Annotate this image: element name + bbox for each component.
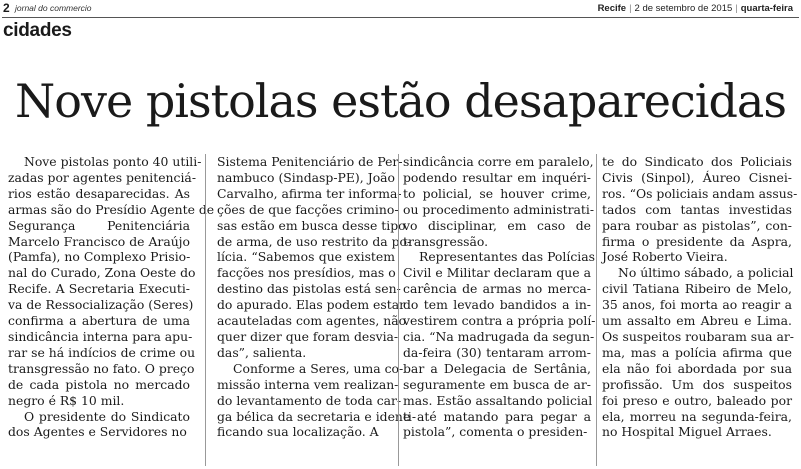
text-line: de arma, de uso restrito da po-	[217, 233, 412, 249]
text-line: acauteladas com agentes, não	[217, 313, 407, 329]
text-line: Nove pistolas ponto 40 utili-	[24, 154, 202, 169]
column-divider	[398, 154, 399, 466]
text-line: do apurado. Elas podem estar	[217, 297, 406, 313]
text-line: ros. “Os policiais andam assus-	[602, 185, 798, 201]
column-divider	[596, 154, 597, 466]
paragraph	[602, 265, 792, 440]
text-line: Carvalho, afirma ter informa-	[217, 185, 402, 201]
text-line: Civis (Sinpol), Áureo Cisnei-	[602, 169, 792, 185]
text-line: cia. “Na madrugada da segun-	[403, 328, 595, 344]
text-line: ga bélica da secretaria e identi-	[217, 408, 417, 424]
text-line: e até matando para pegar a	[403, 408, 591, 424]
text-line: mas. Estão assaltando policial	[403, 392, 593, 408]
article-column-2	[217, 154, 417, 466]
text-line: ficando sua localização. A	[217, 424, 379, 440]
text-line: foi preso e outro, baleado por	[602, 392, 792, 408]
paragraph	[403, 154, 595, 249]
paragraph	[8, 154, 215, 409]
dateline-weekday: quarta-feira	[740, 3, 793, 14]
text-line: um assalto em Abreu e Lima.	[602, 313, 792, 329]
text-line: ela não foi abordada por sua	[602, 360, 792, 376]
paragraph	[8, 409, 190, 441]
text-line: José Roberto Vieira.	[602, 249, 728, 265]
text-line: ela, morreu na segunda-feira,	[602, 408, 792, 424]
paragraph	[602, 154, 798, 265]
paragraph	[217, 360, 417, 441]
dateline: Recife | 2 de setembro de 2015 | quarta-feira	[597, 3, 793, 14]
header-rule	[2, 17, 799, 18]
text-line: transgressão no fato. O preço	[8, 360, 195, 376]
text-line: vestirem contra a própria polí-	[403, 313, 596, 329]
text-line: missão interna vem realizan-	[217, 376, 399, 392]
text-line: sas estão em busca desse tipo	[217, 217, 406, 233]
text-line: armas são do Presídio Agente de	[8, 201, 215, 217]
article-column-1	[8, 154, 215, 466]
text-line: transgressão.	[403, 233, 489, 249]
article-column-3	[403, 154, 596, 466]
text-line: seguramente em busca de ar-	[403, 376, 591, 392]
text-line: das”, salienta.	[217, 344, 307, 360]
text-line: 35 anos, foi morta ao reagir a	[602, 297, 792, 313]
headline: Nove pistolas estão desaparecidas	[15, 74, 786, 128]
text-line: no Hospital Miguel Arraes.	[602, 424, 772, 440]
text-line: dos Agentes e Servidores no	[8, 424, 187, 440]
publication-name: jornal do commercio	[15, 3, 92, 13]
text-line: to policial, se houver crime,	[403, 185, 591, 201]
text-line: rar se há indícios de crime ou	[8, 344, 196, 360]
text-line: lícia. “Sabemos que existem	[217, 249, 395, 265]
text-line: podendo resultar em inquéri-	[403, 169, 591, 185]
text-line: Civil e Militar declaram que a	[403, 265, 591, 281]
page-number: 2	[3, 1, 10, 15]
section-label: cidades	[3, 20, 72, 41]
paragraph	[403, 249, 596, 440]
text-line: No último sábado, a policial	[618, 265, 794, 281]
text-line: sindicância corre em paralelo,	[403, 154, 594, 169]
text-line: sindicância interna para apu-	[8, 328, 193, 344]
paragraph	[217, 154, 412, 361]
text-line: destino das pistolas está sen-	[217, 281, 401, 297]
text-line: zadas por agentes penitenciá-	[8, 169, 197, 185]
text-line: firma o presidente da Aspra,	[602, 233, 792, 249]
text-line: va de Ressocialização (Seres)	[8, 297, 194, 313]
text-line: vo disciplinar, em caso de	[403, 217, 591, 233]
text-line: rios estão desaparecidas. As	[8, 185, 190, 201]
text-line: Os suspeitos roubaram sua ar-	[602, 328, 794, 344]
article-column-4	[602, 154, 798, 466]
text-line: da-feira (30) tentaram arrom-	[403, 344, 591, 360]
text-line: nal do Curado, Zona Oeste do	[8, 265, 196, 281]
text-line: para roubar as pistolas”, con-	[602, 217, 792, 233]
text-line: Conforme a Seres, uma co-	[233, 360, 404, 376]
text-line: te do Sindicato dos Policiais	[602, 154, 792, 169]
article-body	[0, 154, 801, 466]
text-line: facções nos presídios, mas o	[217, 265, 396, 281]
dateline-date: 2 de setembro de 2015	[634, 3, 733, 14]
column-divider	[205, 154, 206, 466]
text-line: do tem levado bandidos a in-	[403, 297, 591, 313]
page-header	[0, 0, 801, 44]
text-line: de cada pistola no mercado	[8, 376, 190, 392]
text-line: Segurança Penitenciária	[8, 217, 190, 233]
text-line: tados com tantas investidas	[602, 201, 792, 217]
text-line: carência de armas no merca-	[403, 281, 591, 297]
text-line: civil Tatiana Ribeiro de Melo,	[602, 281, 792, 297]
text-line: negro é R$ 10 mil.	[8, 392, 125, 408]
text-line: O presidente do Sindicato	[24, 408, 190, 424]
text-line: Sistema Penitenciário de Per-	[217, 154, 403, 169]
text-line: ções de que facções crimino-	[217, 201, 399, 217]
text-line: (Pamfa), no Complexo Prisio-	[8, 249, 191, 265]
text-line: nambuco (Sindasp-PE), João	[217, 169, 395, 185]
text-line: profissão. Um dos suspeitos	[602, 376, 792, 392]
text-line: Recife. A Secretaria Executi-	[8, 281, 190, 297]
text-line: bar a Delegacia de Sertânia,	[403, 360, 591, 376]
text-line: ou procedimento administrati-	[403, 201, 595, 217]
text-line: Marcelo Francisco de Araújo	[8, 233, 190, 249]
text-line: do levantamento de toda car-	[217, 392, 402, 408]
text-line: quer dizer que foram desvia-	[217, 328, 399, 344]
dateline-city: Recife	[597, 3, 627, 14]
text-line: Representantes das Polícias	[419, 249, 595, 265]
text-line: pistola”, comenta o presiden-	[403, 424, 588, 440]
text-line: confirma a abertura de uma	[8, 313, 190, 329]
text-line: ma, mas a polícia afirma que	[602, 344, 792, 360]
